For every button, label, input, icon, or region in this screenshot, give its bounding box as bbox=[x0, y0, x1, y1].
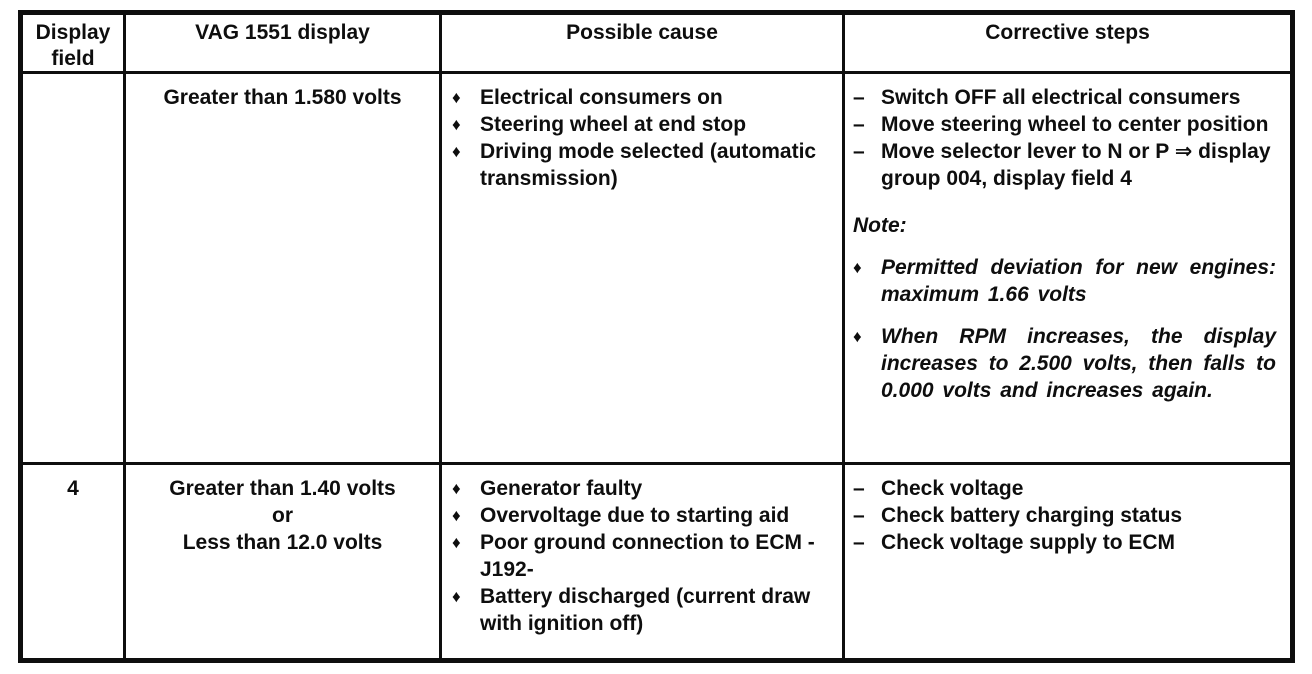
diamond-bullet-icon: ♦ bbox=[452, 142, 461, 161]
note-item bbox=[853, 254, 1276, 308]
dash-bullet-icon: – bbox=[853, 504, 865, 527]
step-text: Switch OFF all electrical consumers bbox=[881, 86, 1241, 109]
step-item bbox=[853, 475, 1276, 502]
step-text: Check voltage bbox=[881, 477, 1024, 500]
step-text: Check voltage supply to ECM bbox=[881, 531, 1176, 554]
step-text: Check battery charging status bbox=[881, 504, 1183, 527]
header-cell-display-field bbox=[23, 15, 126, 74]
cause-item bbox=[452, 84, 834, 111]
cause-item bbox=[452, 138, 834, 192]
row1-vag-display-value: Greater than 1.580 volts bbox=[163, 86, 402, 109]
cause-text: Driving mode selected (automatic transmission) bbox=[480, 140, 817, 190]
cause-item bbox=[452, 583, 834, 637]
diagnostic-table bbox=[18, 10, 1295, 663]
dash-bullet-icon: – bbox=[853, 477, 865, 500]
step-text: Move selector lever to N or P ⇒ display group 004, display field 4 bbox=[881, 140, 1271, 190]
header-cell-corrective-steps bbox=[845, 15, 1290, 74]
diamond-bullet-icon: ♦ bbox=[452, 587, 461, 606]
row1-display-field-cell bbox=[23, 74, 126, 465]
cause-text: Overvoltage due to starting aid bbox=[480, 504, 790, 527]
step-item bbox=[853, 84, 1276, 111]
cause-item bbox=[452, 502, 834, 529]
diamond-bullet-icon: ♦ bbox=[853, 258, 862, 277]
row2-display-field-cell bbox=[23, 465, 126, 658]
cause-item bbox=[452, 111, 834, 138]
diamond-bullet-icon: ♦ bbox=[452, 506, 461, 525]
row1-vag-display-cell bbox=[126, 74, 442, 465]
header-label-possible-cause: Possible cause bbox=[566, 21, 718, 44]
cause-text: Poor ground connection to ECM -J192- bbox=[480, 531, 815, 581]
diamond-bullet-icon: ♦ bbox=[452, 533, 461, 552]
diamond-bullet-icon: ♦ bbox=[452, 479, 461, 498]
cause-text: Battery discharged (current draw with ignition off) bbox=[480, 585, 811, 635]
header-cell-vag-display bbox=[126, 15, 442, 74]
diamond-bullet-icon: ♦ bbox=[853, 327, 862, 346]
row2-display-field-value: 4 bbox=[67, 477, 79, 500]
row2-possible-cause-cell bbox=[442, 465, 845, 658]
step-item bbox=[853, 138, 1276, 192]
header-label-vag-display: VAG 1551 display bbox=[195, 21, 370, 44]
row1-corrective-steps-cell bbox=[845, 74, 1290, 465]
header-label-corrective-steps: Corrective steps bbox=[985, 21, 1150, 44]
cause-text: Steering wheel at end stop bbox=[480, 113, 747, 136]
note-text: When RPM increases, the display increases to 2.500 volts, then falls to 0.000 volts and increases again. bbox=[881, 325, 1276, 402]
cause-text: Generator faulty bbox=[480, 477, 643, 500]
row2-vag-display-cell bbox=[126, 465, 442, 658]
dash-bullet-icon: – bbox=[853, 86, 865, 109]
step-item bbox=[853, 111, 1276, 138]
diamond-bullet-icon: ♦ bbox=[452, 115, 461, 134]
note-item bbox=[853, 323, 1276, 404]
row2-vag-display-line: Greater than 1.40 volts bbox=[169, 477, 396, 500]
diamond-bullet-icon: ♦ bbox=[452, 88, 461, 107]
note-text: Permitted deviation for new engines: maximum 1.66 volts bbox=[881, 256, 1276, 306]
step-item bbox=[853, 529, 1276, 556]
row2-corrective-steps-cell bbox=[845, 465, 1290, 658]
dash-bullet-icon: – bbox=[853, 113, 865, 136]
cause-text: Electrical consumers on bbox=[480, 86, 723, 109]
header-label-display-field: Display field bbox=[35, 21, 111, 70]
row1-possible-cause-cell bbox=[442, 74, 845, 465]
dash-bullet-icon: – bbox=[853, 140, 865, 163]
dash-bullet-icon: – bbox=[853, 531, 865, 554]
cause-item bbox=[452, 475, 834, 502]
step-item bbox=[853, 502, 1276, 529]
row2-vag-display-line: Less than 12.0 volts bbox=[182, 531, 383, 554]
header-cell-possible-cause bbox=[442, 15, 845, 74]
step-text: Move steering wheel to center position bbox=[881, 113, 1269, 136]
cause-item bbox=[452, 529, 834, 583]
note-label: Note: bbox=[853, 214, 907, 237]
row2-vag-display-line: or bbox=[272, 504, 293, 527]
